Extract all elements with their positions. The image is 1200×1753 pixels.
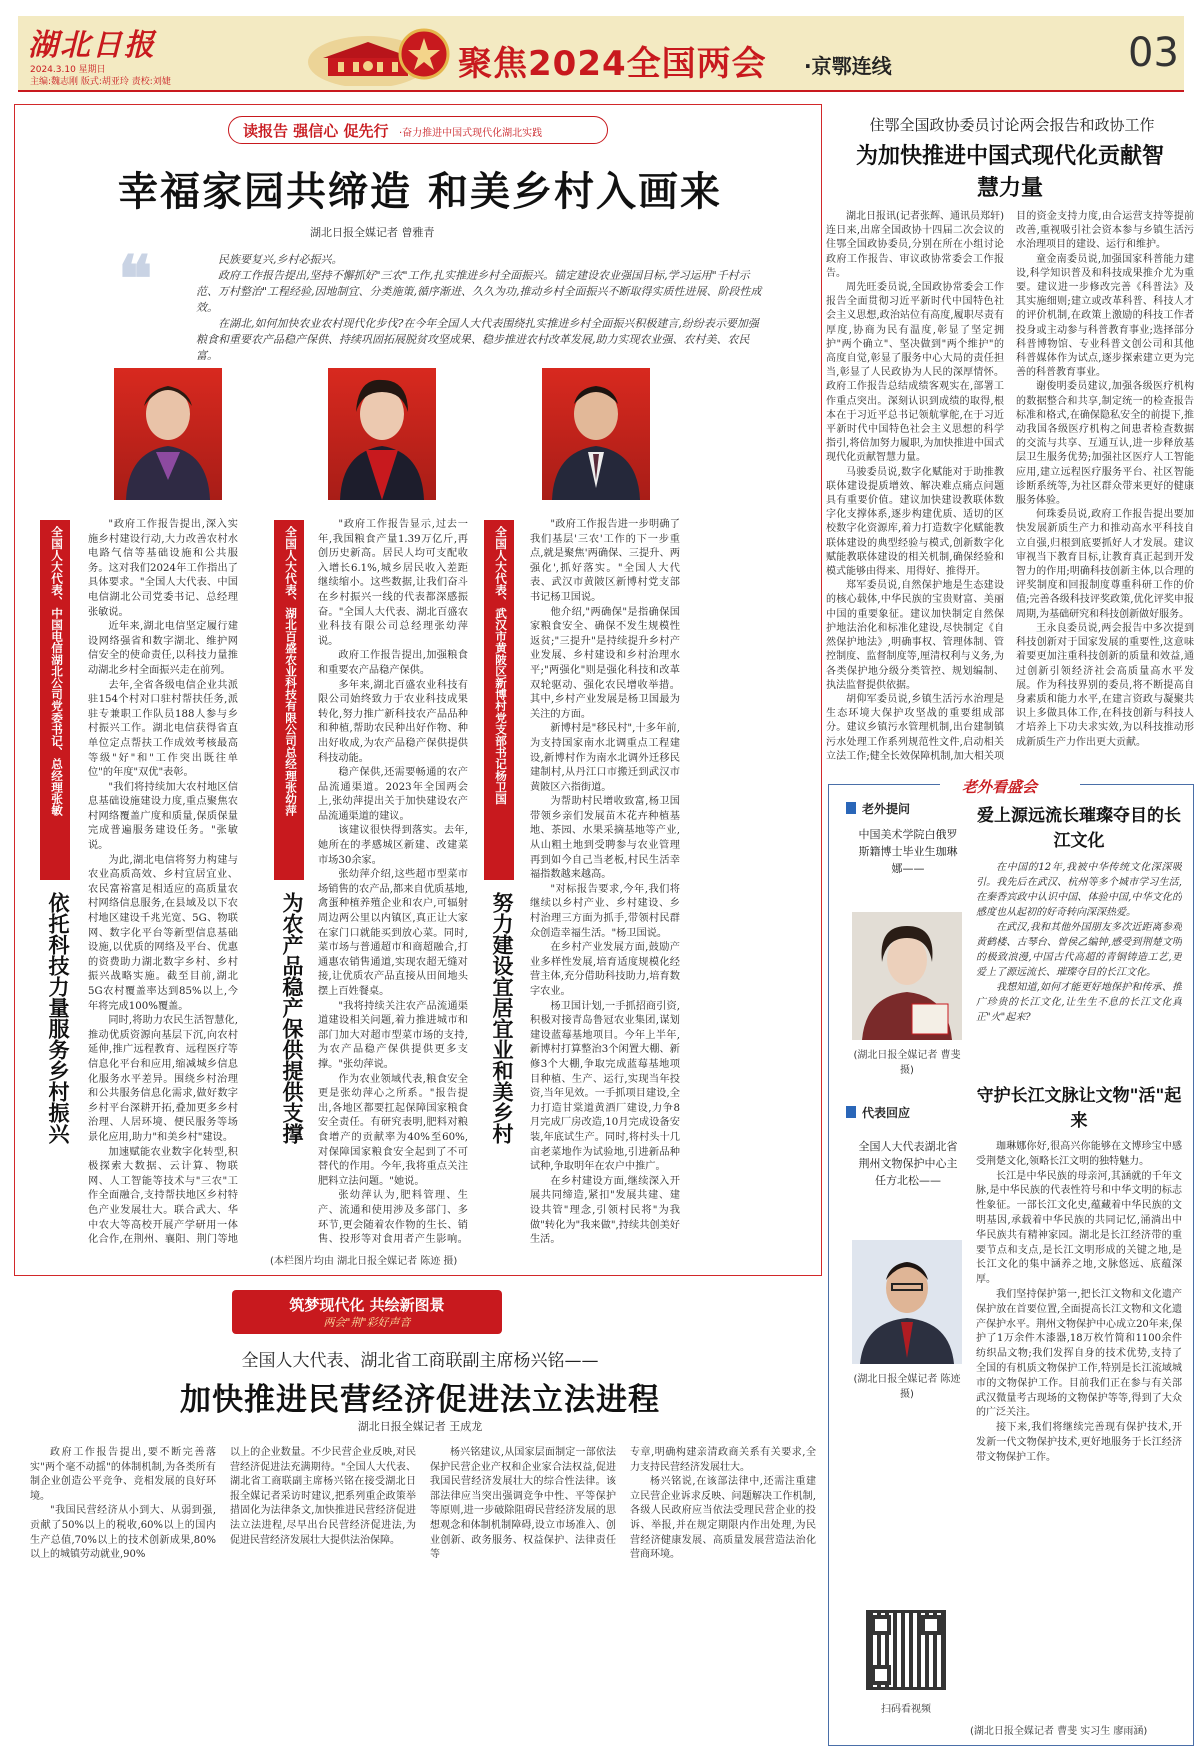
private-text <box>30 1446 820 1748</box>
private-col2 <box>230 1446 416 1548</box>
q-label: 老外提问 <box>862 802 911 816</box>
private-col4 <box>630 1446 816 1563</box>
q-text <box>976 860 1182 1070</box>
private-para: "我国民营经济从小到大、从弱到强,贡献了50%以上的税收,60%以上的国内生产总值,70%以上的技术创新成果,80%以上的城镇劳动就业,90% <box>30 1505 216 1561</box>
a-title: 守护长江文脉让文物"活"起来 <box>976 1086 1182 1131</box>
col2-para: "政府工作报告显示,过去一年,我国粮食产量1.39万亿斤,再创历史新高。居民人均可支配收入增长6.1%,城乡居民收入差距继续缩小。这些数据,让我们奋斗在乡村振兴一线的代表都深感振奋。"全国人大代表、湖北百盛农业科技有限公司总经理张幼萍说。 <box>318 519 468 647</box>
private-para: 以上的企业数量。不少民营企业反映,对民营经济促进法充满期待。"全国人大代表、湖北省工商联副主席杨兴铭在接受湖北日报全媒记者采访时建议,把系列重企政策举措固化为法律条文,加快推进民营经济促进法立法进程,尽早出台民营经济促进法,为促进民营经济发展壮大提供法治保障。 <box>230 1447 416 1546</box>
col2-para: 政府工作报告提出,加强粮食和重要农产品稳产保供。 <box>318 650 468 676</box>
photo-galina <box>852 912 962 1040</box>
a-text <box>976 1140 1182 1710</box>
col2-para: "我将持续关注农产品流通渠道建设相关问题,着力推进城市和部门加大对超市型菜市场的支持,为农产品稳产保供提供更多支撑。"张幼萍说。 <box>318 1000 468 1070</box>
a-person: 全国人大代表湖北省荆州文物保护中心主任方北松—— <box>858 1140 958 1187</box>
col3-para: 在乡村建设方面,继续深入开展共同缔造,紧扣"发展共建、建设共管"理念,引领村民将"为我做"转化为"我来做",持续共创美好生活。 <box>530 1175 680 1244</box>
masthead-logo: 湖北日报 <box>28 28 156 63</box>
col2-para: 多年来,湖北百盛农业科技有限公司始终致力于农业科技成果转化,努力推广新科技农产品品种和种植,帮助农民种出好作物、种出好收成,为农产品稳产保供提供科技动能。 <box>318 679 468 764</box>
col3-para: 在乡村产业发展方面,鼓励产业多样性发展,培育适度规模化经营主体,充分借助科技助力,培育数字农业。 <box>530 942 680 997</box>
cppcc-para: 周先旺委员说,全国政协常委会工作报告全面贯彻习近平新时代中国特色社会主义思想,政治站位有高度,履职尽责有厚度,协商为民有温度,彰显了坚定拥护"两个确立"、坚决做到"两个维护"的高度自觉,彰显了服务中心大局的责任担当,彰显了人民政协为人民的深厚情怀。政府工作报告总结成绩客观实在,部署工作重点突出。深刻认识到成绩的取得,根本在于习近平总书记领航掌舵,在于习近平新时代中国特色社会主义思想的科学指引,将倍加努力履职,为加快推进中国式现代化贡献智慧力量。 <box>826 282 1004 464</box>
photo-fang-beisong <box>852 1240 962 1364</box>
masthead-credits: 主编:魏志刚 版式:胡亚玲 责校:刘婕 <box>30 77 171 87</box>
masthead-date: 2024.3.10 星期日 <box>30 65 106 75</box>
col3-label: 全国人大代表、武汉市黄陂区新博村党支部书记杨卫国 <box>494 526 508 805</box>
col3-para: 新博村是"移民村",十多年前,为支持国家南水北调重点工程建设,新博村作为南水北调外迁移民建制村,从丹江口市搬迁到武汉市黄陂区六指街道。 <box>530 723 680 793</box>
q-caption: (湖北日报全媒记者 曹斐 摄) <box>853 1050 961 1076</box>
feature-photo-credit: (本栏图片均由 湖北日报全媒记者 陈迹 摄) <box>270 1256 458 1267</box>
col1-para: 去年,全省各级电信企业共派驻154个村对口驻村帮扶任务,派驻专兼职工作队员188人参与乡村振兴工作。湖北电信获得省直单位定点帮扶工作成效考核最高等级"好"和"工作突出既往单位"的年度"双优"表彰。 <box>88 679 238 779</box>
a-para: 长江是中华民族的母亲河,其涵就的千年文脉,是中华民族的代表性符号和中华文明的标志性象征。一部长江文化史,蕴藏着中华民族的文明基因,承载着中华民族的共同记忆,涌淌出中华民族共有精神家园。湖北是长江经济带的重要节点和支点,是长江文明形成的关键之地,是长江文化的集中涵养之地,文脉悠远、底蕴深厚。 <box>976 1170 1182 1286</box>
q-para: 我想知道,如何才能更好地保护和传承、推广珍贵的长江文化,让生生不息的长江文化真正"火"起来? <box>976 982 1182 1023</box>
col2-para: 该建议很快得到落实。去年,她所在的孝感城区新建、改建菜市场30余家。 <box>318 825 468 866</box>
cppcc-para: 谢俊明委员建议,加强各级医疗机构的数据整合和共享,制定统一的检查报告标准和格式,在确保隐私安全的前提下,推动我国各级医疗机构之间患者检查数据的交流与共享、互通互认,进一步释放基层卫生服务优势;加强社区医疗人工智能应用,建立远程医疗服务平台、社区智能诊断系统等,为社区群众带来更好的健康服务体验。 <box>1016 381 1194 507</box>
q-label-marker <box>846 802 856 814</box>
quote-icon: ❝ <box>118 242 153 317</box>
private-banner <box>232 1290 502 1334</box>
col3-para: "政府工作报告进一步明确了我们基层'三农'工作的下一步重点,就是聚焦'两确保、三提升、两强化',抓好落实。"全国人大代表、武汉市黄陂区新博村党支部书记杨卫国说。 <box>530 519 680 603</box>
private-banner-text: 筑梦现代化 共绘新图景 <box>289 1296 445 1314</box>
col3-para: 他介绍,"两确保"是指确保国家粮食安全、确保不发生规模性返贫;"三提升"是持续提升乡村产业发展、乡村建设和乡村治理水平;"两强化"则是强化科技和改革双轮驱动、强化农民增收举措。其中,乡村产业发展是杨卫国最为关注的方面。 <box>530 606 680 720</box>
private-col1 <box>30 1446 216 1563</box>
col1-para: 近年来,湖北电信坚定履行建设网络强省和数字湖北、维护网信安全的使命责任,以科技力量推动湖北乡村全面振兴走在前列。 <box>88 621 238 676</box>
private-para: 杨兴铭说,在该部法律中,还需注重建立民营企业诉求反映、问题解决工作机制,各级人民政府应当依法受理民营企业的投诉、举报,并在规定期限内作出处理,为民营经济健康发展、高质量发展营造法治化营商环境。 <box>630 1476 816 1561</box>
private-banner-sub: 两会"荆"彩好声音 <box>323 1316 411 1329</box>
a-caption: (湖北日报全媒记者 陈迹 摄) <box>853 1374 961 1400</box>
private-kicker: 全国人大代表、湖北省工商联副主席杨兴铭—— <box>241 1351 599 1371</box>
qr-code[interactable] <box>866 1610 946 1690</box>
col1-para: 加速赋能农业数字化转型,积极探索大数据、云计算、物联网、人工智能等技术与"三农"工作全面融合,支持帮扶地区乡村特色产业发展壮大。联合武大、华中农大等高校开展产学研用一体化合作,在荆州、襄阳、荆门等地 <box>88 1146 238 1244</box>
col2-para: 张幼萍介绍,这些超市型菜市场销售的农产品,都来自优质基地,禽蛋种植养殖企业和农户,可辐射周边两公里以内镇区,真正让大家在家门口就能买到放心菜。同时,菜市场与普通超市和商超融合,打通惠农销售通道,实现农超无缝对接,让优质农产品直接从田间地头摆上百姓餐桌。 <box>318 869 468 997</box>
cppcc-kicker: 住鄂全国政协委员讨论两会报告和政协工作 <box>869 116 1155 134</box>
cppcc-para: 胡仰军委员说,乡镇生活污水治理是生态环境大保护攻坚战的重要组成部分。建议乡镇污水管理机制,出台建制镇污水处理工作系列规范性文件,启动相关立法工作;健全长效保障机制,加大相关项目的资金支持力度,由合运营支持等提前改善,重视吸引社会资本参与乡镇生活污水治理项目的建设、运行和维护。 <box>826 211 1194 762</box>
col3-text <box>530 518 680 1244</box>
col2-title: 为农产品稳产保供提供支撑 <box>280 892 305 1144</box>
cppcc-para: 郑军委员说,自然保护地是生态建设的核心载体,中华民族的宝贵财富、美丽中国的重要象征。建议加快制定自然保护地法治化和标准化建设,尽快制定《自然保护地法》,明确事权、管理体制、管控制度、监督制度等,厘清权利与义务,为各类保护地分级分类管控、规划编制、执法监督提供依据。 <box>826 580 1004 691</box>
col2-para: 张幼萍认为,肥料管理、生产、流通和使用涉及多部门、多环节,更会随着农作物的生长、销售、投形等对食用者产生影响。 <box>318 1190 468 1244</box>
col2-text <box>318 518 468 1244</box>
col1-para: "政府工作报告提出,深入实施乡村建设行动,大力改善农村水电路气信等基础设施和公共服务。这对我们2024年工作指出了具体要求。"全国人大代表、中国电信湖北公司党委书记、总经理张敏说。 <box>88 519 238 618</box>
cppcc-para: 童金南委员说,加强国家科普能力建设,科学知识普及和科技成果推介尤为重要。建议进一步修改完善《科普法》及其实施细则;建立或改革科普、科技人才的评价机制,在政策上激励的科技工作者投身或主动参与科普教育事业;选择部分科普博物馆、专业科普文创公司和其他科普媒体作为试点,逐步探索建立更为完善的科普教育事业。 <box>1016 253 1194 379</box>
lead-para: 在湖北,如何加快农业农村现代化步伐?在今年全国人大代表围绕扎实推进乡村全面振兴积极建言,纷纷表示要加强粮食和重要农产品稳产保供、持续巩固拓展脱贫攻坚成果、稳步推进农村改革发展,助力实现农业强、农村美、农民富。 <box>196 317 759 362</box>
col2-label: 全国人大代表、湖北百盛农业科技有限公司总经理张幼萍 <box>284 526 298 816</box>
feature-banner-text: 读报告 强信心 促先行 <box>243 122 389 140</box>
col1-text <box>88 518 238 1244</box>
a-para: 接下来,我们将继续完善现有保护技术,开发新一代文物保护技术,更好地服务于长江经济带文物保护工作。 <box>976 1422 1182 1463</box>
q-para: 在武汉,我和其他外国朋友多次近距离参观黄鹤楼、古琴台、曾侯乙编钟,感受到荆楚文明的极致浪漫,中国古代高超的青铜铸造工艺,更爱上了源远流长、璀璨夺目的长江文化。 <box>976 922 1182 978</box>
cppcc-headline: 为加快推进中国式现代化贡献智慧力量 <box>855 143 1164 201</box>
q-person: 中国美术学院白俄罗斯籍博士毕业生珈琳娜—— <box>858 828 958 875</box>
col3-para: "对标报告要求,今年,我们将继续以乡村产业、乡村建设、乡村治理三方面为抓手,带领村民群众创造幸福生活。"杨卫国说。 <box>530 883 680 939</box>
qr-label: 扫码看视频 <box>881 1704 931 1715</box>
cppcc-para: 马骏委员说,数字化赋能对于助推教联体建设提质增效、解决难点痛点问题具有重要价值。建议加快建设教联体数字化支撑体系,逐步构建优质、适切的区校数字化资源库,着力打造数字化赋能教联体建设的典型经验与模式,创新数字化赋能教联体建设的相关机制,确保经验和模式能够由得来、用得好、推得开。 <box>826 466 1004 578</box>
laowai-banner <box>940 776 1080 798</box>
q-title: 爱上源远流长璀璨夺目的长江文化 <box>977 806 1181 851</box>
a-label: 代表回应 <box>862 1106 911 1120</box>
a-para: 珈琳娜你好,很高兴你能够在文博珍宝中感受荆楚文化,领略长江文明的独特魅力。 <box>976 1141 1182 1167</box>
portrait-zhang-youping <box>328 368 436 500</box>
private-para: 政府工作报告提出,要不断完善落实"两个毫不动摇"的体制机制,为各类所有制企业创造公平竞争、竞相发展的良好环境。 <box>30 1447 216 1502</box>
feature-headline: 幸福家园共缔造 和美乡村入画来 <box>118 169 722 215</box>
laowai-banner-text: 老外看盛会 <box>962 778 1038 796</box>
col3-title: 努力建设宜居宜业和美乡村 <box>490 892 515 1144</box>
laowai-credit: (湖北日报全媒记者 曹斐 实习生 廖雨涵) <box>970 1726 1148 1737</box>
portrait-zhang-min <box>114 368 222 500</box>
a-para: 我们坚持保护第一,把长江文物和文化遗产保护放在首要位置,全面提高长江文物和文化遗产保护水平。荆州文物保护中心成立20年来,保护了1万余件木漆器,18万枚竹简和1100余件纺织品文物;我们发挥自身的技术优势,支持了全国的有机质文物保护工作,特别是长江流域城市的文物保护工作。目前我们正在参与有关部武汉微量考古现场的文物保护等等,得到了大众的广泛关注。 <box>976 1288 1182 1419</box>
feature-banner-sub: ·奋力推进中国式现代化湖北实践 <box>399 128 543 139</box>
col2-para: 稳产保供,还需要畅通的农产品流通渠道。2023年全国两会上,张幼萍提出关于加快建设农产品流通渠道的建议。 <box>318 767 468 822</box>
private-byline: 湖北日报全媒记者 王成龙 <box>357 1420 483 1433</box>
col3-para: 为帮助村民增收致富,杨卫国带领乡亲们发展苗木花卉种植基地、茶园、水果采摘基地等产业,从山粗土地到受聘参与农业管理再到如今自己当老板,村民生活幸福指数越来越高。 <box>530 796 680 881</box>
cppcc-para: 湖北日报讯(记者张辉、通讯员郑轩)连日来,出席全国政协十四届二次会议的住鄂全国政协委员,分别在所在小组讨论政府工作报告、审议政协常委会工作报告。 <box>826 211 1004 279</box>
masthead-title: 聚焦2024全国两会 <box>458 44 767 84</box>
col1-label: 全国人大代表、中国电信湖北公司党委书记、总经理张敏 <box>50 526 64 816</box>
feature-lead <box>196 252 762 364</box>
cppcc-para: 王永良委员说,两会报告中多次提到科技创新对于国家发展的重要性,这意味着要更加注重科技创新的质量和效益,通过创新引领经济社会高质量高水平发展。作为科技界别的委员,将不断提高自身素质和能力水平,在建言资政与凝聚共识上多做具体工作,在科技创新与科技人才培养上下功夫求实效,为以科技推动形成新质生产力作出更大贡献。 <box>1016 622 1194 748</box>
cppcc-text <box>826 210 1194 766</box>
emblem-icon <box>398 28 450 80</box>
col1-para: "我们将持续加大农村地区信息基础设施建设力度,重点聚焦农村网络覆盖广度和质量,保质保量完成普遍服务建设任务。"张敏说。 <box>88 781 238 852</box>
a-label-marker <box>846 1106 856 1118</box>
private-headline: 加快推进民营经济促进法立法进程 <box>180 1382 660 1418</box>
col1-para: 同时,将助力农民生活智慧化,推动优质资源向基层下沉,向农村延伸,推广远程教育、远程医疗等信息化平台和应用,缩减城乡信息化服务水平差异。围绕乡村治理和公共服务信息化需求,做好数字乡村平台深耕开拓,叠加更多乡村治理、人居环境、便民服务等场景化应用,助力"和美乡村"建设。 <box>88 1015 238 1143</box>
q-para: 在中国的12年,我被中华传统文化深深吸引。我先后在武汉、杭州等多个城市学习生活,在秦香宾政中认识中国、体验中国,中华文化的感度也从起初的好奇转向深深热爱。 <box>976 862 1182 918</box>
private-para: 专章,明确构建亲清政商关系有关要求,全力支持民营经济发展壮大。 <box>630 1447 816 1473</box>
page-number: 03 <box>1128 30 1179 76</box>
col1-title: 依托科技力量服务乡村振兴 <box>46 892 71 1144</box>
feature-byline: 湖北日报全媒记者 曾雅青 <box>310 226 435 239</box>
col3-para: 杨卫国计划,一手抓招商引资,积极对接青岛鲁冠农业集团,谋划建设蓝莓基地项目。今年上半年,新博村打算整治3个闲置大棚、新修3个大棚,争取完成蓝莓基地项目种植、生产、运行,实现当年投资,当年见效。一手抓项目建设,全力打造甘棠道黄酒厂建设,力争8月完成厂房改造,10月完成设备安装,年底试生产。同时,将村头十几亩老菜地作为试验地,引进新品种试种,争取明年在农户中推广。 <box>530 1000 680 1173</box>
private-para: 杨兴铭建议,从国家层面制定一部依法保护民营企业产权和企业家合法权益,促进我国民营经济发展壮大的综合性法律。该部法律应当突出强调竞争中性、平等保护等原则,进一步破除阻碍民营经济发展的思想观念和体制机制障碍,设立市场准入、创业创新、政务服务、权益保护、法律责任等 <box>430 1447 616 1561</box>
cppcc-para: 何珠委员说,政府工作报告提出要加快发展新质生产力和推动高水平科技自立自强,归根到底要抓好人才发展。建议审视当下教育目标,让教育真正起到开发智力的作用;明确科技创新主体,以合理的评奖制度和回报制度尊重科研工作的价值;完善各级科技评奖政策,优化评奖申报周期,为基础研究和科技创新做好服务。 <box>1016 509 1194 620</box>
masthead-subtitle: ·京鄂连线 <box>804 54 892 78</box>
lead-para: 民族要复兴,乡村必振兴。 <box>218 253 343 266</box>
masthead <box>18 16 1184 92</box>
col1-para: 为此,湖北电信将努力构建与农业高质高效、乡村宜居宜业、农民富裕富足相适应的高质量农村网络信息服务,在县域及以下农村地区建设千兆光宽、5G、物联网、数字化平台等新型信息基础设施,以优质的网络及平台、优惠的资费助力湖北数字乡村、乡村振兴战略实施。截至目前,湖北5G农村覆盖率达到85%以上,今年将完成100%覆盖。 <box>88 854 238 1012</box>
feature-banner <box>228 116 608 144</box>
col2-para: 作为农业领域代表,粮食安全更是张幼萍心之所系。"报告提出,各地区都要扛起保障国家粮食安全责任。有研究表明,肥料对粮食增产的贡献率为40%至60%,对保障国家粮食安全起到了不可替代的作用。今年,我将重点关注肥料立法问题。"她说。 <box>318 1073 468 1187</box>
portrait-yang-weiguo <box>542 368 650 500</box>
lead-para: 政府工作报告提出,坚持不懈抓好"三农"工作,扎实推进乡村全面振兴。锚定建设农业强国目标,学习运用"千村示范、万村整治"工程经验,因地制宜、分类施策,循序渐进、久久为功,推动乡村全面振兴不断取得实质性进展、阶段性成效。 <box>196 269 762 314</box>
private-col3 <box>430 1446 616 1563</box>
